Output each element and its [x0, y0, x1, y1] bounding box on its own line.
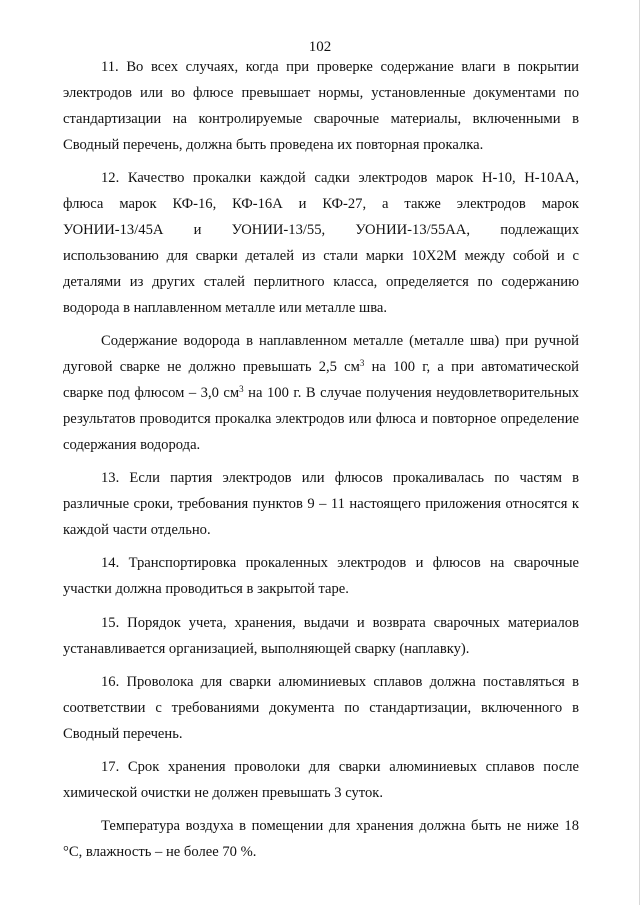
paragraph-12	[63, 166, 579, 321]
paragraph-15: 15. Порядок учета, хранения, выдачи и возврата сварочных материалов устанавливается организацией, выполняющей сварку (наплавку).	[63, 614, 579, 657]
paragraph-12-line-3: УОНИИ-13/45А и УОНИИ-13/55, УОНИИ-13/55АА, подлежащих	[63, 221, 579, 238]
paragraph-storage-temperature: Температура воздуха в помещении для хранения должна быть не ниже 18 °С, влажность – не более 70 %.	[63, 818, 579, 861]
superscript-cubic-2: 3	[239, 383, 244, 394]
paragraph-11: 11. Во всех случаях, когда при проверке содержание влаги в покрытии электродов или во флюсе превышает нормы, установленные документами по стандартизации на контролируемые сварочные материалы, включенными в Сводный перечень, должна быть проведена их повторная прокалка.	[63, 59, 579, 153]
paragraph-13: 13. Если партия электродов или флюсов прокаливалась по частям в различные сроки, требования пунктов 9 – 11 настоящего приложения относятся к каждой части отдельно.	[63, 470, 579, 538]
paragraph-12-line-1: 12. Качество прокалки каждой садки электродов марок Н-10, Н-10АА,	[101, 170, 579, 187]
hydrogen-text-part-2: на 100 г, а при автоматической сварке под флюсом – 3,0 см	[63, 358, 579, 401]
hydrogen-text-part-1: Содержание водорода в наплавленном металле (металле шва) при ручной дуговой сварке не должно превышать 2,5 см	[63, 333, 579, 375]
page-number: 102	[308, 39, 332, 55]
paragraph-12-rest: использованию для сварки деталей из стали марки 10Х2М между собой и с деталями из других сталей перлитного класса, определяется по содержанию водорода в наплавленном металле или металле шва.	[63, 247, 579, 316]
paragraph-16: 16. Проволока для сварки алюминиевых сплавов должна поставляться в соответствии с требованиями документа по стандартизации, включенного в Сводный перечень.	[63, 673, 579, 742]
paragraph-12-line-2: флюса марок КФ-16, КФ-16А и КФ-27, а также электродов марок	[63, 196, 579, 213]
paragraph-hydrogen-content	[63, 329, 579, 459]
paragraph-14: 14. Транспортировка прокаленных электродов и флюсов на сварочные участки должна проводиться в закрытой таре.	[63, 555, 579, 598]
hydrogen-text-part-3: на 100 г. В случае получения неудовлетворительных результатов проводится прокалка электродов или флюса и повторное определение содержания водорода.	[63, 384, 579, 453]
document-body	[63, 55, 579, 874]
superscript-cubic-1: 3	[359, 357, 365, 368]
paragraph-17: 17. Срок хранения проволоки для сварки алюминиевых сплавов после химической очистки не должен превышать 3 суток.	[63, 759, 579, 802]
